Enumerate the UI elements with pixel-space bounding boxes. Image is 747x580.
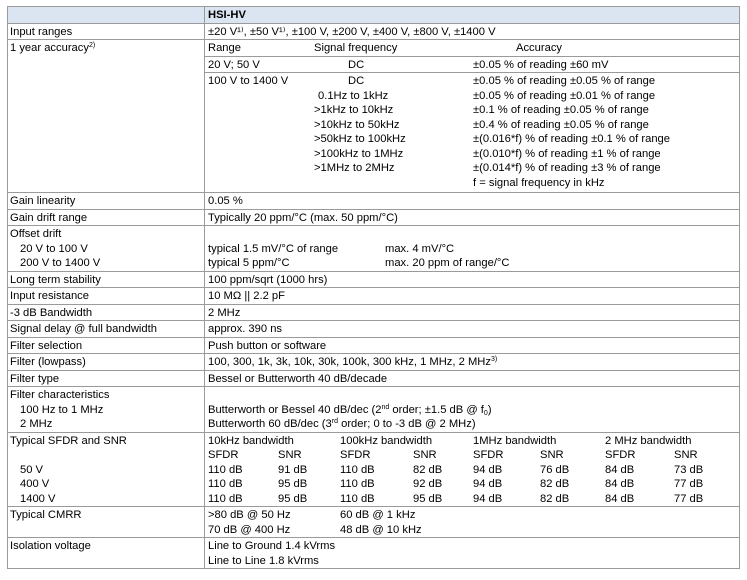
input-ranges-value: ±20 V¹⁾, ±50 V¹⁾, ±100 V, ±200 V, ±400 V, ±800 V, ±1400 V (208, 25, 496, 38)
table-row (7, 537, 740, 569)
cell: 91 dB (278, 463, 308, 476)
cell: 77 dB (674, 478, 704, 490)
table-row (7, 23, 740, 40)
filter-lowpass-label: Filter (lowpass) (10, 356, 86, 368)
col-range: Range (208, 42, 241, 54)
isolation-value: Line to Line 1.8 kVrms (208, 554, 319, 567)
acc-value: ±0.05 % of reading ±0.05 % of range (473, 75, 656, 87)
freq-value: DC (348, 75, 365, 87)
ordinal-sup: rd (331, 418, 338, 425)
accuracy-footnote: 2) (88, 42, 96, 49)
acc-value: ±0.05 % of reading ±0.01 % of range (473, 89, 656, 102)
filter-lowpass-text: 100, 300, 1k, 3k, 10k, 30k, 100k, 300 kHz, 1 MHz, 2 MHz (208, 356, 491, 368)
cell: 82 dB (413, 463, 443, 476)
sfdr-col-header (208, 448, 739, 463)
row-label (7, 338, 205, 354)
col-heading: SFDR (208, 449, 239, 461)
sfdr-data-row (208, 492, 739, 507)
col-heading: SNR (674, 449, 698, 461)
row-label (7, 272, 205, 288)
table-row (7, 287, 740, 304)
row-value (205, 193, 740, 209)
cell: 110 dB (208, 463, 243, 476)
filter-lowpass-value (208, 355, 739, 370)
sfdr-row-label: 400 V (20, 478, 50, 490)
cell: 110 dB (340, 478, 375, 490)
col-heading: SFDR (473, 449, 504, 461)
freq-value: >100kHz to 1MHz (314, 147, 404, 160)
row-value (205, 305, 740, 321)
input-ranges-label: Input ranges (10, 25, 73, 38)
filter-lowpass-footnote: 3) (490, 356, 498, 363)
cell: 95 dB (278, 478, 308, 490)
cell: 110 dB (340, 492, 375, 505)
row-value (205, 288, 740, 304)
cell: 82 dB (540, 492, 570, 505)
bandwidth-heading: 10kHz bandwidth (208, 434, 294, 447)
input-resistance-value: 10 MΩ || 2.2 pF (208, 290, 285, 302)
gain-drift-label: Gain drift range (10, 211, 88, 224)
row-value (205, 321, 740, 337)
col-heading: SNR (413, 449, 437, 461)
table-row (7, 337, 740, 354)
table-row (7, 39, 740, 192)
signal-delay-value: approx. 390 ns (208, 323, 283, 335)
freq-value: DC (348, 58, 365, 71)
table-row (7, 192, 740, 209)
col-accuracy: Accuracy (516, 42, 563, 54)
filter-selection-label: Filter selection (10, 339, 83, 352)
cell: 94 dB (473, 478, 503, 490)
cell: 95 dB (278, 492, 308, 505)
row-label (7, 433, 205, 507)
filter-type-label: Filter type (10, 372, 60, 385)
isolation-value: Line to Ground 1.4 kVrms (208, 540, 336, 552)
cell: 110 dB (208, 492, 243, 505)
sfdr-data-row (208, 463, 739, 478)
offset-typ-2: typical 5 ppm/°C (208, 257, 290, 269)
cell: 84 dB (605, 492, 635, 505)
col-heading: SNR (540, 449, 564, 461)
text-part: ) (487, 403, 492, 416)
text-part: Butterworth 60 dB/dec (3 (208, 418, 332, 430)
sfdr-row-label: 50 V (20, 463, 44, 476)
accuracy-col-header (205, 40, 739, 56)
spec-table (7, 6, 740, 569)
table-row (7, 432, 740, 507)
filter-char-value-1 (208, 403, 739, 418)
cell: 76 dB (540, 463, 570, 476)
cell: 110 dB (208, 478, 243, 490)
cell: 84 dB (605, 478, 635, 490)
table-row (7, 271, 740, 288)
row-value (205, 210, 740, 226)
acc-value: ±0.4 % of reading ±0.05 % of range (473, 118, 649, 131)
sfdr-bandwidth-header (208, 434, 739, 449)
header-title-cell (205, 7, 740, 23)
col-frequency: Signal frequency (314, 42, 398, 54)
cmrr-value: 60 dB @ 1 kHz (340, 509, 416, 521)
row-label (7, 24, 205, 40)
text-part: Butterworth or Bessel 40 dB/dec (2 (208, 403, 382, 416)
filter-selection-value: Push button or software (208, 339, 327, 352)
accuracy-note: f = signal frequency in kHz (473, 176, 605, 189)
row-value (205, 387, 740, 432)
cmrr-value: 48 dB @ 10 kHz (340, 523, 422, 536)
ordinal-sup: nd (381, 403, 390, 411)
isolation-label: Isolation voltage (10, 540, 91, 552)
acc-value: ±(0.014*f) % of reading ±3 % of range (473, 162, 661, 174)
row-label (7, 226, 205, 271)
offset-drift-sub2: 200 V to 1400 V (20, 257, 101, 269)
row-value (205, 338, 740, 354)
long-term-label: Long term stability (10, 273, 101, 286)
col-heading: SFDR (605, 449, 636, 461)
freq-value: >10kHz to 50kHz (314, 118, 400, 131)
table-row (7, 506, 740, 537)
table-header-row (7, 6, 740, 23)
gain-drift-value: Typically 20 ppm/°C (max. 50 ppm/°C) (208, 211, 398, 224)
gain-linearity-value: 0.05 % (208, 195, 243, 207)
accuracy-label-text: 1 year accuracy (10, 42, 89, 54)
offset-drift-label: Offset drift (10, 228, 62, 240)
row-label (7, 387, 205, 432)
header-empty-cell (7, 7, 205, 23)
offset-drift-sub1: 20 V to 100 V (20, 242, 88, 255)
row-label (7, 193, 205, 209)
filter-char-label: Filter characteristics (10, 389, 110, 401)
cell: 110 dB (340, 463, 375, 476)
row-value (205, 433, 740, 507)
offset-max-2: max. 20 ppm of range/°C (385, 257, 510, 269)
table-row (7, 304, 740, 321)
table-row (7, 353, 740, 370)
range-value: 20 V; 50 V (208, 58, 260, 71)
filter-char-sub1: 100 Hz to 1 MHz (20, 403, 104, 416)
freq-value: >1kHz to 10kHz (314, 104, 394, 116)
filter-type-value: Bessel or Butterworth 40 dB/decade (208, 372, 388, 385)
cell: 94 dB (473, 492, 503, 505)
offset-max-1: max. 4 mV/°C (385, 242, 455, 255)
row-value (205, 24, 740, 40)
row-value (205, 226, 740, 271)
bandwidth-heading: 100kHz bandwidth (340, 434, 433, 447)
filter-char-sub2: 2 MHz (20, 418, 53, 430)
sfdr-row-label: 1400 V (20, 492, 56, 505)
text-part: order; 0 to -3 dB @ 2 MHz) (338, 418, 476, 430)
row-label (7, 305, 205, 321)
accuracy-label (10, 41, 204, 56)
row-label (7, 288, 205, 304)
row-value (205, 354, 740, 370)
cell: 82 dB (540, 478, 570, 490)
subscript: 0 (483, 409, 488, 417)
table-row (7, 370, 740, 387)
cell: 94 dB (473, 463, 503, 476)
table-row (7, 320, 740, 337)
row-label (7, 354, 205, 370)
col-heading: SNR (278, 449, 302, 461)
row-label (7, 538, 205, 568)
bandwidth-heading: 2 MHz bandwidth (605, 434, 692, 447)
gain-linearity-label: Gain linearity (10, 195, 76, 207)
cell: 95 dB (413, 492, 443, 505)
row-label (7, 210, 205, 226)
col-heading: SFDR (340, 449, 371, 461)
bandwidth-value: 2 MHz (208, 306, 241, 319)
row-value (205, 272, 740, 288)
cell: 92 dB (413, 478, 443, 490)
row-value (205, 40, 740, 192)
table-row (7, 209, 740, 226)
signal-delay-label: Signal delay @ full bandwidth (10, 323, 157, 335)
sfdr-data-row (208, 477, 739, 492)
row-value (205, 507, 740, 537)
cell: 84 dB (605, 463, 635, 476)
sfdr-label: Typical SFDR and SNR (10, 434, 127, 447)
cell: 73 dB (674, 463, 704, 476)
cmrr-value: 70 dB @ 400 Hz (208, 523, 291, 536)
acc-value: ±(0.016*f) % of reading ±0.1 % of range (473, 133, 670, 145)
text-part: order; ±1.5 dB @ f (389, 403, 484, 416)
acc-value: ±(0.010*f) % of reading ±1 % of range (473, 147, 661, 160)
cell: 77 dB (674, 492, 704, 505)
offset-typ-1: typical 1.5 mV/°C of range (208, 242, 339, 255)
row-value (205, 538, 740, 568)
row-label (7, 321, 205, 337)
row-label (7, 507, 205, 537)
long-term-value: 100 ppm/sqrt (1000 hrs) (208, 273, 328, 286)
range-value: 100 V to 1400 V (208, 75, 289, 87)
row-label (7, 40, 205, 192)
table-row (7, 225, 740, 271)
bandwidth-heading: 1MHz bandwidth (473, 434, 557, 447)
bandwidth-label: -3 dB Bandwidth (10, 306, 93, 319)
cmrr-value: >80 dB @ 50 Hz (208, 509, 291, 521)
accuracy-block-1 (205, 56, 739, 73)
acc-value: ±0.1 % of reading ±0.05 % of range (473, 104, 649, 116)
freq-value: >1MHz to 2MHz (314, 162, 395, 174)
freq-value: 0.1Hz to 1kHz (318, 89, 389, 102)
cmrr-label: Typical CMRR (10, 509, 82, 521)
table-row (7, 386, 740, 432)
table-title: HSI-HV (208, 9, 246, 21)
row-value (205, 371, 740, 387)
filter-char-value-2 (208, 417, 739, 432)
accuracy-block-2 (205, 72, 739, 192)
acc-value: ±0.05 % of reading ±60 mV (473, 58, 609, 71)
row-label (7, 371, 205, 387)
freq-value: >50kHz to 100kHz (314, 133, 406, 145)
input-resistance-label: Input resistance (10, 290, 89, 302)
